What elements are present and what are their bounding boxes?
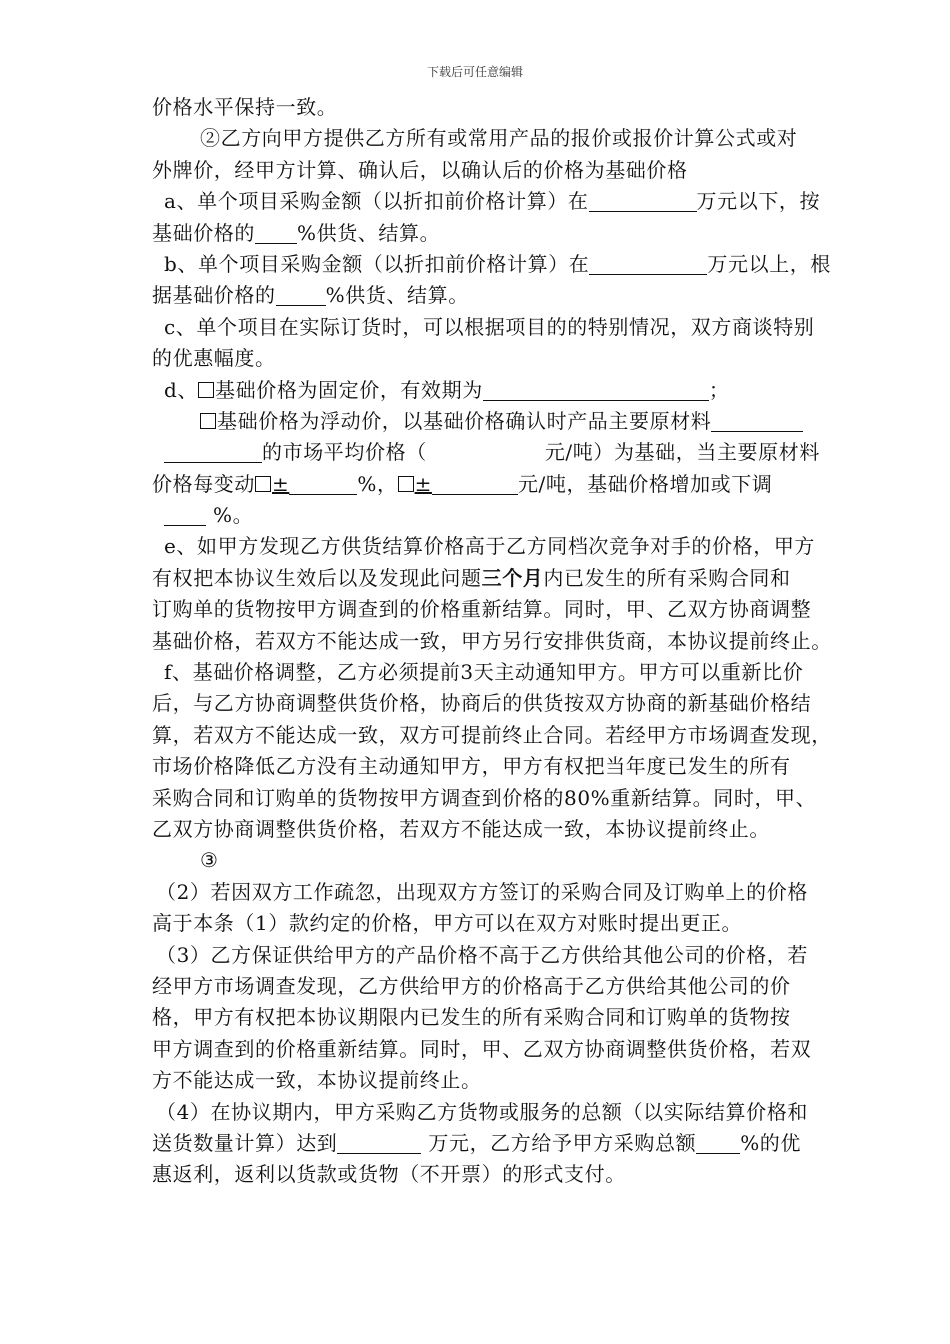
text-line: 乙双方协商调整供货价格，若双方不能达成一致，本协议提前终止。 [152,816,770,841]
text-line: 基础价格的 %供货、结算。 [152,220,441,245]
clause-3: （3）乙方保证供给甲方的产品价格不高于乙方供给其他公司的价格，若 [156,942,808,967]
text-line: 方不能达成一致，本协议提前终止。 [152,1068,482,1093]
amount-change-checkbox[interactable] [398,476,414,492]
blank-field[interactable] [589,189,697,212]
blank-field[interactable] [276,283,326,306]
text-line: 外牌价，经甲方计算、确认后，以确认后的价格为基础价格 [152,157,688,182]
text-line: 后，与乙方协商调整供货价格，协商后的供货按双方协商的新基础价格结 [152,691,812,716]
text-line: 价格每变动 ± %， ± 元/吨，基础价格增加或下调 [152,471,773,496]
clause-a: a、单个项目采购金额（以折扣前价格计算）在 万元以下，按 [164,189,821,214]
clause-e: e、如甲方发现乙方供货结算价格高于乙方同档次竞争对手的价格，甲方 [164,534,816,559]
text-line: 的优惠幅度。 [152,346,276,371]
text-line: 算，若双方不能达成一致，双方可提前终止合同。若经甲方市场调查发现， [152,722,832,747]
text-line: 市场价格降低乙方没有主动通知甲方，甲方有权把当年度已发生的所有 [152,754,791,779]
blank-field[interactable] [289,472,357,495]
text-line: 的市场平均价格（ 元/吨）为基础，当主要原材料 [152,437,852,468]
text-line: 据基础价格的 %供货、结算。 [152,283,469,308]
clause-4: （4）在协议期内，甲方采购乙方货物或服务的总额（以实际结算价格和 [156,1099,808,1124]
blank-field[interactable] [337,1131,421,1154]
text-line: 甲方调查到的价格重新结算。同时，甲、乙双方协商调整供货价格，若双 [152,1036,812,1061]
blank-field[interactable] [589,252,707,275]
text-line: ②乙方向甲方提供乙方所有或常用产品的报价或报价计算公式或对 [200,126,798,151]
blank-field[interactable] [164,440,262,463]
text-line: 有权把本协议生效后以及发现此问题三个月内已发生的所有采购合同和 [152,565,791,590]
text-line: 格，甲方有权把本协议期限内已发生的所有采购合同和订购单的货物按 [152,1005,791,1030]
text-line: 经甲方市场调查发现，乙方供给甲方的价格高于乙方供给其他公司的价 [152,973,791,998]
percent-change-checkbox[interactable] [255,476,271,492]
blank-field[interactable] [432,472,518,495]
floating-price-checkbox[interactable] [200,413,216,429]
fixed-price-checkbox[interactable] [198,382,214,398]
text-line: 基础价格为浮动价，以基础价格确认时产品主要原材料 [152,406,852,437]
clause-b: b、单个项目采购金额（以折扣前价格计算）在 万元以上，根 [164,251,832,276]
blank-field[interactable] [255,221,297,244]
text-line: 基础价格，若双方不能达成一致，甲方另行安排供货商，本协议提前终止。 [152,628,832,653]
text-line: 高于本条（1）款约定的价格，甲方可以在双方对账时提出更正。 [152,911,743,936]
blank-field[interactable] [483,378,709,401]
blank-field[interactable] [711,409,803,432]
text-line: 订购单的货物按甲方调查到的价格重新结算。同时，甲、乙双方协商调整 [152,597,812,622]
clause-2: （2）若因双方工作疏忽，出现双方方签订的采购合同及订购单上的价格 [156,879,808,904]
document-body [152,92,852,1191]
blank-field[interactable] [696,1131,740,1154]
blank-field[interactable] [164,503,206,526]
text-line: %。 [152,500,852,531]
clause-d: d、 基础价格为固定价，有效期为 ； [164,377,730,402]
text-line: 送货数量计算）达到 万元，乙方给予甲方采购总额 %的优 [152,1130,801,1155]
text-line: ③ [200,848,219,873]
clause-f: f、基础价格调整，乙方必须提前3天主动通知甲方。甲方可以重新比价 [164,660,804,685]
text-line: 价格水平保持一致。 [152,95,338,119]
clause-c: c、单个项目在实际订货时，可以根据项目的的特别情况，双方商谈特别 [164,314,815,339]
text-line: 惠返利，返利以货款或货物（不开票）的形式支付。 [152,1162,626,1187]
page-header: 下载后可任意编辑 [426,65,523,79]
text-line: 采购合同和订购单的货物按甲方调查到价格的80%重新结算。同时，甲、 [152,785,817,810]
